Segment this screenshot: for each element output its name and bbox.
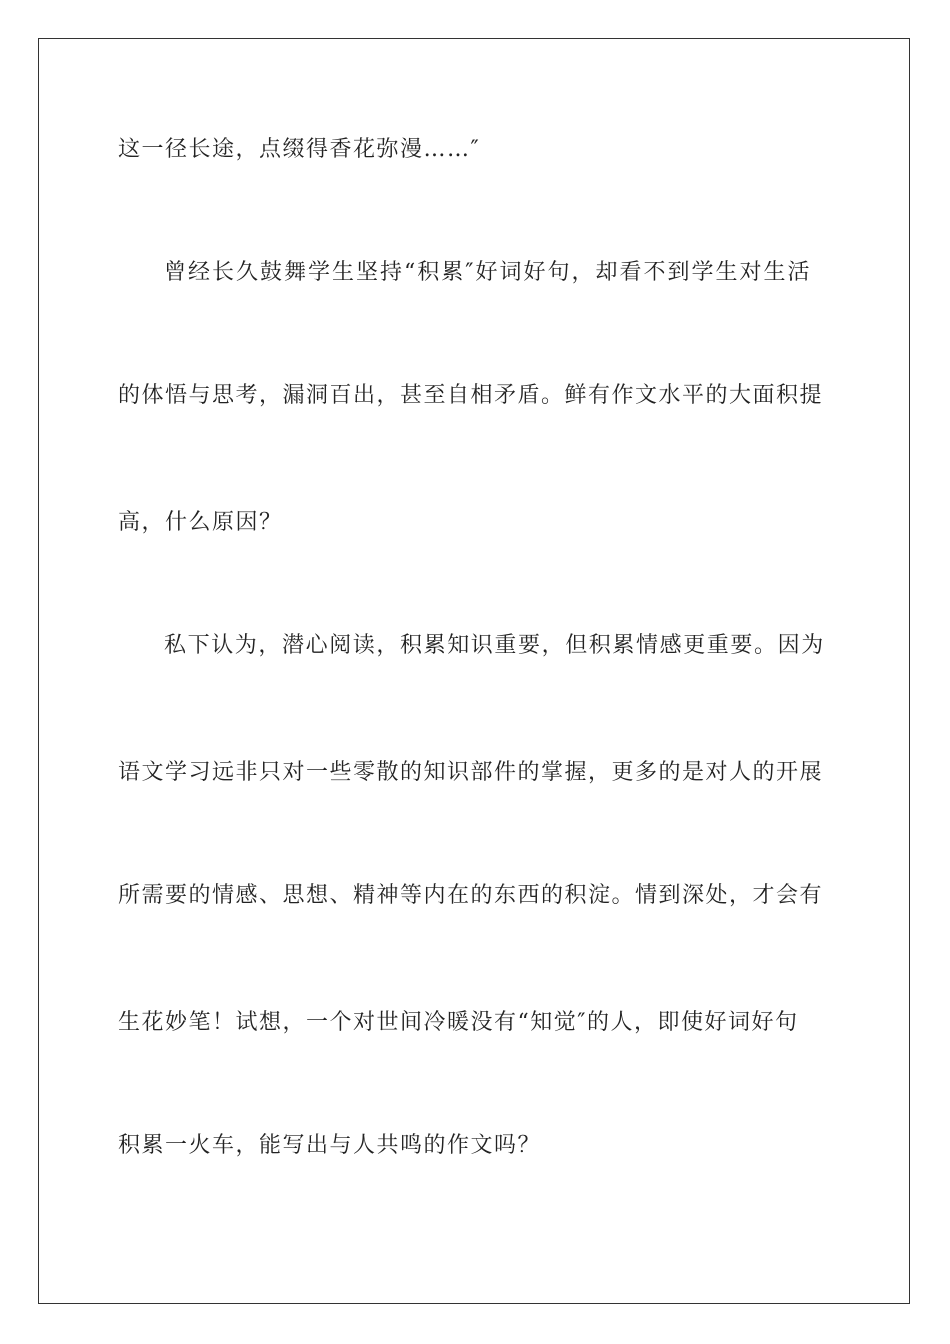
text-line-1: 这一径长途，点缀得香花弥漫……″ (118, 137, 481, 162)
text-line-2: 曾经长久鼓舞学生坚持“积累″好词好句，却看不到学生对生活 (164, 260, 812, 285)
text-line-4: 高，什么原因？ (118, 510, 283, 535)
text-line-8: 生花妙笔！试想，一个对世间冷暖没有“知觉″的人，即使好词好句 (118, 1010, 799, 1035)
page-border (38, 38, 910, 1304)
text-line-5: 私下认为，潜心阅读，积累知识重要，但积累情感更重要。因为 (164, 633, 825, 658)
text-line-3: 的体悟与思考，漏洞百出，甚至自相矛盾。鲜有作文水平的大面积提 (118, 383, 824, 408)
text-line-7: 所需要的情感、思想、精神等内在的东西的积淀。情到深处，才会有 (118, 883, 824, 908)
text-line-6: 语文学习远非只对一些零散的知识部件的掌握，更多的是对人的开展 (118, 760, 824, 785)
text-line-9: 积累一火车，能写出与人共鸣的作文吗？ (118, 1133, 542, 1158)
